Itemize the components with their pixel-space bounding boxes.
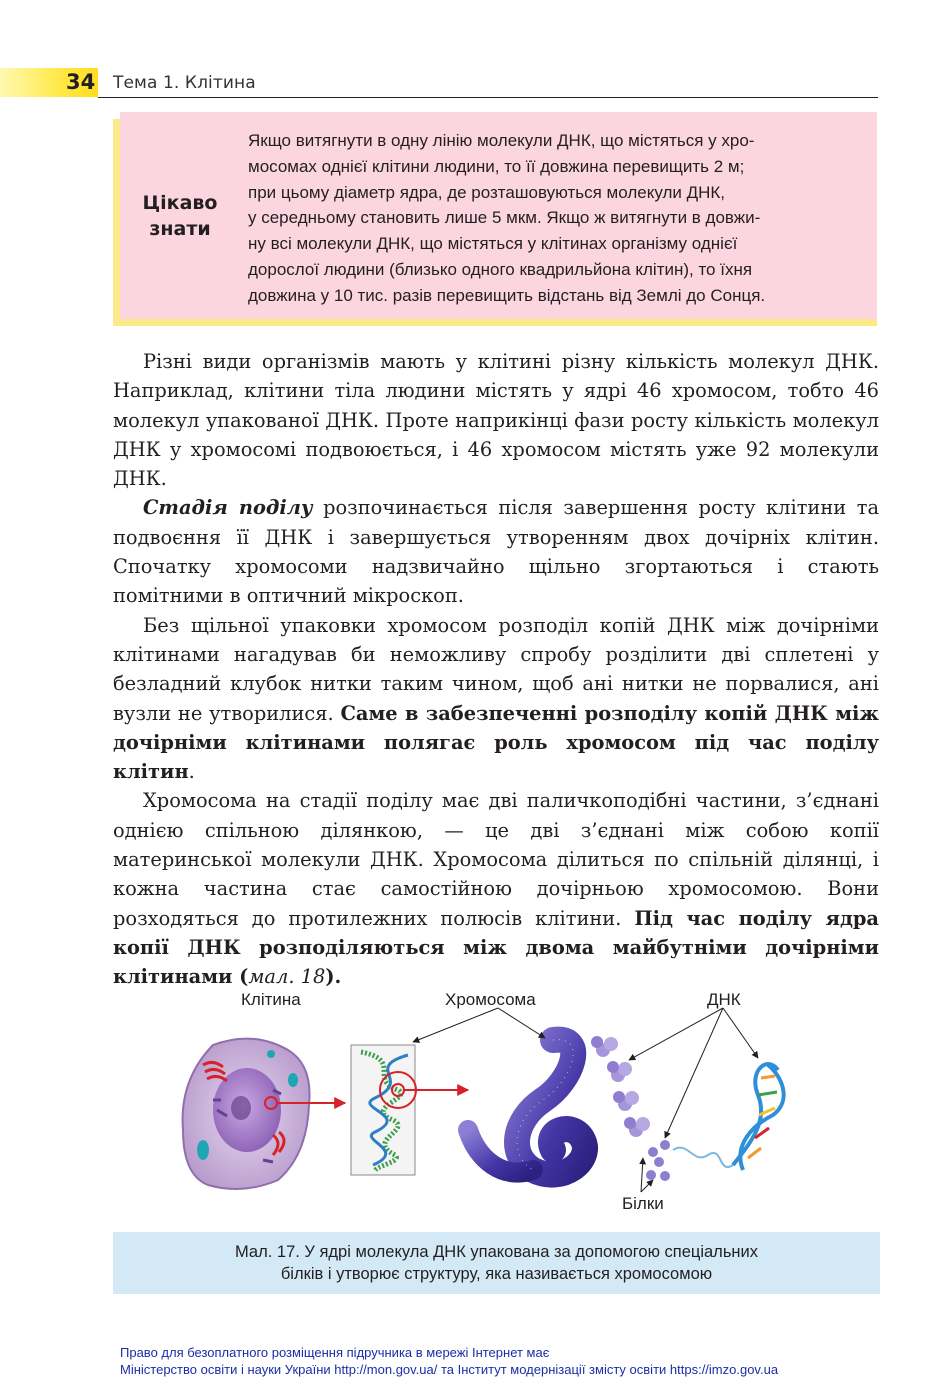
footer-line-2: Міністерство освіти і науки України http://mon.gov.ua/ та Інститут модернізації змісту освіти https://imzo.gov.ua <box>120 1362 779 1377</box>
interesting-line: мосомах однієї клітини людини, то її довжина перевищить 2 м; <box>248 156 745 176</box>
paragraph-3-end: . <box>188 760 195 784</box>
figure-caption <box>113 1232 880 1294</box>
interesting-line: довжина у 10 тис. разів перевищить відстань від Землі до Сонця. <box>248 285 766 305</box>
footer-rights <box>120 1344 778 1378</box>
paragraph-2 <box>113 493 879 610</box>
figure-reference: мал. 18 <box>248 965 326 989</box>
caption-line-1: Мал. 17. У ядрі молекула ДНК упакована за допомогою спеціальних <box>235 1243 758 1261</box>
paragraph-3-emphasis: Саме в забезпеченні розподілу копій ДНК між дочірніми клітинами полягає роль хромосом під час поділу клітин <box>113 701 879 784</box>
term-division-stage: Стадія поділу <box>143 496 313 520</box>
paragraph-3 <box>113 611 879 787</box>
paragraph-4-close: ). <box>325 965 342 989</box>
interesting-line: ну всі молекули ДНК, що містяться у клітинах організму однієї <box>248 234 738 254</box>
interesting-text <box>248 128 854 309</box>
cell-drawing <box>183 1039 310 1189</box>
interesting-label <box>120 190 240 242</box>
dna-helix <box>733 1064 784 1170</box>
paragraph-2-text: розпочинається після завершення росту клітини та подвоєння її ДНК і завершується утворенням двох дочірніх клітин. Спочатку хромосоми надзвичайно щільно згортаються і стають помітними в оптичний мікроскоп. <box>113 496 879 608</box>
paragraph-3-text: Без щільної упаковки хромосом розподіл копій ДНК між дочірніми клітинами нагадував би неможливу спробу розділити дві сплетені у безладний клубок нитки таким чином, щоб ані нитки не порвалися, ані вузли не утворилися. <box>113 613 879 725</box>
label-chromosome: Хромосома <box>445 990 536 1009</box>
nucleosome-beads <box>591 1036 733 1181</box>
chromatin-box <box>351 1045 416 1175</box>
caption-line-2: білків і утворює структуру, яка називається хромосомою <box>280 1265 713 1283</box>
label-cell: Клітина <box>241 990 301 1009</box>
footer-line-1: Право для безоплатного розміщення підручника в мережі Інтернет має <box>120 1345 550 1360</box>
body-text <box>113 347 879 992</box>
interesting-facts-box <box>120 112 877 319</box>
interesting-line: дорослої людини (близько одного квадрильйона клітин), то їхня <box>248 259 753 279</box>
label-proteins: Білки <box>622 1194 664 1213</box>
interesting-label-line1: Цікаво <box>142 192 218 214</box>
label-dna: ДНК <box>707 990 741 1009</box>
header-rule <box>98 97 878 98</box>
figure-illustration <box>113 980 880 1220</box>
interesting-line: у середньому становить лише 5 мкм. Якщо ж витягнути в довжи- <box>248 208 761 228</box>
figure-dna-packaging <box>113 980 880 1220</box>
page-number: 34 <box>66 70 96 94</box>
interesting-line: Якщо витягнути в одну лінію молекули ДНК, що містяться у хро- <box>248 131 755 150</box>
paragraph-4 <box>113 786 879 991</box>
interesting-line: при цьому діаметр ядра, де розташовуються молекули ДНК, <box>248 182 726 202</box>
paragraph-1: Різні види організмів мають у клітині різну кількість молекул ДНК. Наприклад, клітини тіла людини містять у ядрі 46 хромосом, тобто 46 молекул упакованої ДНК. Проте наприкінці фази росту кількість молекул ДНК у хромосомі подвоюється, і 46 хромосом містять уже 92 молекули ДНК. <box>113 350 879 491</box>
chromosome-coil <box>468 1040 585 1175</box>
interesting-label-line2: знати <box>149 218 211 240</box>
topic-title: Тема 1. Клітина <box>113 73 256 93</box>
paragraph-4-text: Хромосома на стадії поділу має дві паличкоподібні частини, з’єднані однією спільною ділянкою, — це дві з’єднані між собою копії материнської молекули ДНК. Хромосома ділиться по спільній ділянці, і кожна частина стає самостійною дочірньою хромосомою. Вони розходяться до протилежних полюсів клітини. <box>113 789 879 930</box>
paragraph-4-emphasis: Під час поділу ядра копії ДНК розподіляються між двома майбутніми дочірніми клітинами ( <box>113 906 879 989</box>
